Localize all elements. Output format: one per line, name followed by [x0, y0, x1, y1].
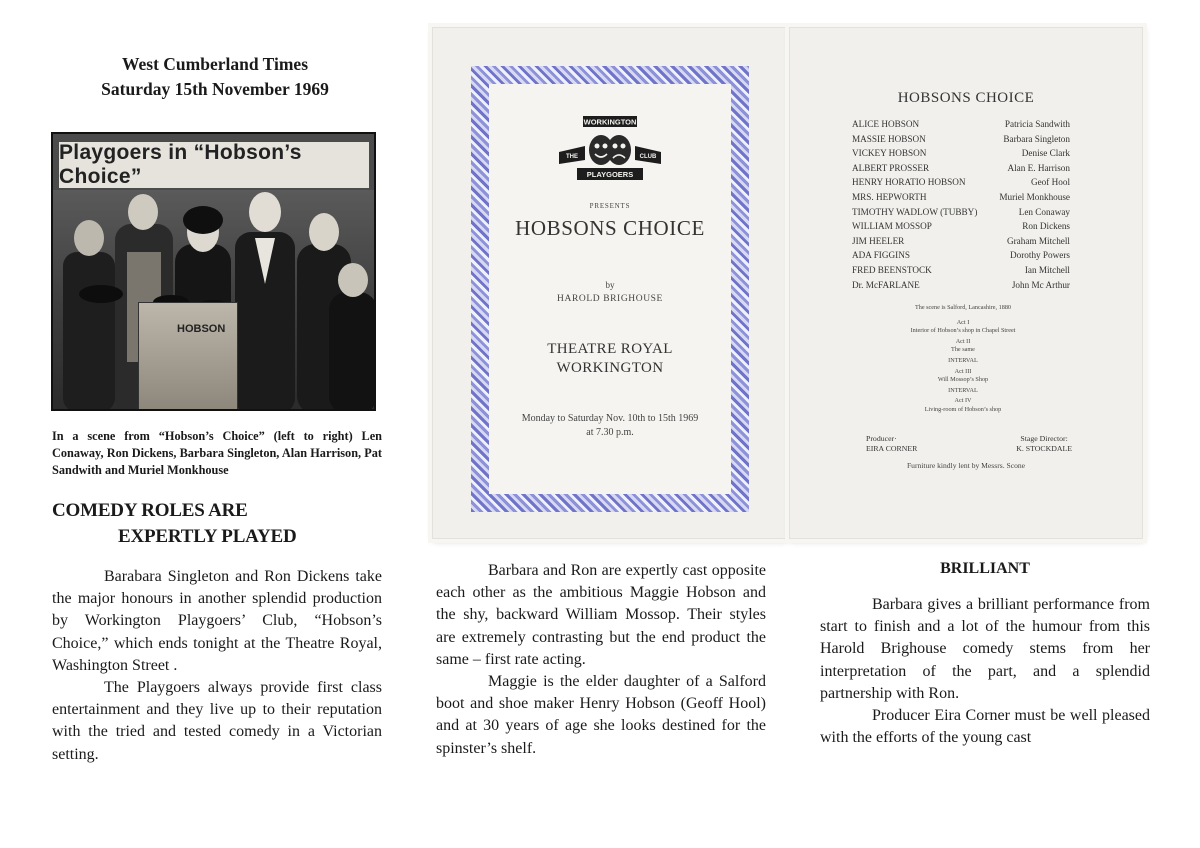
hobson-shop-crate: [138, 302, 238, 411]
scene-note: Act II: [955, 337, 971, 345]
tragedy-mask-icon: [607, 135, 631, 165]
cast-role: Dr. McFARLANE: [852, 279, 920, 290]
cast-role: ALICE HOBSON: [852, 119, 920, 129]
photo-caption: In a scene from “Hobson’s Choice” (left to right) Len Conaway, Ron Dickens, Barbara Singleton, Alan Harrison, Pat Sandwith and Muriel Monkhouse: [52, 429, 382, 477]
paragraph: Maggie is the elder daughter of a Salford boot and shoe maker Henry Hobson (Geoff Hool) and at 30 years of age she looks destined for the spinster’s shelf.: [436, 673, 766, 757]
dates-line-1: Monday to Saturday Nov. 10th to 15th 1969: [521, 413, 699, 424]
cast-page-title: HOBSONS CHOICE: [897, 90, 1035, 106]
cast-actor: Ron Dickens: [1022, 221, 1070, 232]
scene-note: Act IV: [954, 397, 972, 405]
paragraph: Barabara Singleton and Ron Dickens take the major honours in another splendid production by Workington Playgoers’ Club, “Hobson’s Choice,” which ends tonight at the Theatre Royal, Washington Street .: [52, 568, 382, 674]
cast-actor: Len Conaway: [1018, 206, 1070, 217]
photo-banner-text: Playgoers in “Hobson’s Choice”: [59, 141, 302, 188]
venue-line-2: WORKINGTON: [556, 360, 664, 376]
cast-actor: Geof Hool: [1030, 177, 1070, 188]
cast-actor: John Mc Arthur: [1011, 279, 1070, 290]
cast-actor: Dorothy Powers: [1010, 250, 1070, 261]
scene-note: Will Mossop’s Shop: [937, 376, 989, 384]
figure-left: [63, 220, 115, 411]
cast-row: [852, 263, 1070, 278]
cast-role: TIMOTHY WADLOW (TUBBY): [852, 206, 978, 217]
cast-role: FRED BEENSTOCK: [852, 264, 932, 275]
cast-actor: Alan E. Harrison: [1007, 162, 1070, 173]
cast-role: VICKEY HOBSON: [852, 148, 927, 159]
scene-note: Act III: [954, 367, 972, 375]
venue: [489, 340, 731, 378]
cast-actor: Barbara Singleton: [1003, 133, 1070, 144]
producer-name: EIRA CORNER: [866, 444, 918, 453]
producer-label: Producer·: [866, 434, 897, 443]
cast-role: ALBERT PROSSER: [852, 162, 930, 173]
scene-note: Living-room of Hobson’s shop: [924, 405, 1002, 413]
paragraph: Barbara and Ron are expertly cast opposite each other as the ambitious Maggie Hobson and the shy, backward William Mossop. Their styles are extremely contrasting but the end product the same – first rate acting.: [436, 562, 766, 668]
venue-line-1: THEATRE ROYAL: [547, 341, 673, 357]
cast-row: [852, 248, 1070, 263]
paragraph: The Playgoers always provide first class entertainment and they live up to their reputation with the tried and tested comedy in a Victorian setting.: [52, 679, 382, 763]
cast-role: WILLIAM MOSSOP: [852, 221, 932, 232]
presents-label: PRESENTS: [589, 202, 631, 210]
logo-workington: WORKINGTON: [583, 117, 637, 127]
cast-actor: Ian Mitchell: [1024, 264, 1070, 275]
newspaper-date: Saturday 15th November 1969: [101, 79, 329, 99]
crate-label: HOBSON: [177, 323, 226, 335]
programme-front-cover: [432, 27, 786, 539]
stage-director-label: Stage Director:: [1020, 434, 1068, 443]
article-column-3: [820, 594, 1150, 749]
cast-row: [852, 175, 1070, 190]
by-label: by: [605, 280, 615, 290]
cast-role: HENRY HORATIO HOBSON: [852, 177, 966, 188]
cast-photo: [51, 132, 376, 411]
scene-note: The scene is Salford, Lancashire, 1880: [914, 304, 1012, 311]
scene-notes: [850, 304, 1076, 415]
cast-row: [852, 117, 1070, 132]
article-headline: [52, 498, 382, 550]
logo-club: CLUB: [639, 154, 657, 160]
cast-row: [852, 132, 1070, 147]
production-credits: [866, 434, 1072, 454]
programme-title: HOBSONS CHOICE: [515, 216, 705, 240]
cast-list: [852, 117, 1070, 292]
producer-credit: [866, 434, 917, 454]
cast-row: [852, 234, 1070, 249]
cast-row: [852, 190, 1070, 205]
cast-role: MRS. HEPWORTH: [852, 191, 927, 202]
cast-row: [852, 219, 1070, 234]
headline-line-2: EXPERTLY PLAYED: [118, 526, 297, 547]
cast-role: JIM HEELER: [852, 235, 905, 246]
cast-row: [852, 278, 1070, 293]
programme-cast-page: [789, 27, 1143, 539]
scene-note: Act I: [956, 318, 970, 326]
cast-role: ADA FIGGINS: [852, 250, 910, 261]
cast-actor: Patricia Sandwith: [1004, 119, 1070, 129]
cast-row: [852, 146, 1070, 161]
scene-note: INTERVAL: [948, 356, 978, 364]
newspaper-name: West Cumberland Times: [121, 54, 309, 74]
scene-note: INTERVAL: [948, 386, 978, 394]
cast-actor: Muriel Monkhouse: [999, 191, 1070, 202]
scene-note: The same: [951, 346, 975, 354]
headline-line-1: COMEDY ROLES ARE: [52, 500, 248, 521]
cast-role: MASSIE HOBSON: [852, 133, 926, 144]
figure-man-center: [235, 192, 295, 411]
paragraph: Producer Eira Corner must be well pleased with the efforts of the young cast: [820, 707, 1150, 747]
article-column-1: [52, 566, 382, 766]
cast-actor: Denise Clark: [1021, 148, 1070, 159]
article-column-2: [436, 560, 766, 760]
stage-director-name: K. STOCKDALE: [1016, 444, 1072, 453]
logo-the: THE: [566, 154, 578, 160]
subheading-brilliant: BRILLIANT: [940, 560, 1030, 577]
author-name: HAROLD BRIGHOUSE: [557, 294, 663, 304]
newspaper-masthead: [60, 52, 370, 102]
logo-playgoers: PLAYGOERS: [586, 170, 634, 179]
performance-dates: [489, 412, 731, 440]
scene-note: Interior of Hobson’s shop in Chapel Street: [910, 327, 1016, 335]
dates-line-2: at 7.30 p.m.: [586, 427, 634, 438]
playgoers-club-logo: [555, 114, 665, 186]
stage-director-credit: [1016, 434, 1072, 454]
cast-row: [852, 161, 1070, 176]
decorative-border: [471, 66, 749, 512]
paragraph: Barbara gives a brilliant performance from start to finish and a lot of the humour from this Harold Brighouse comedy stems from her interpretation of the part, and a splendid partnership with Ron.: [820, 596, 1150, 702]
cast-row: [852, 205, 1070, 220]
furniture-credit: Furniture kindly lent by Messrs. Scone: [906, 461, 1026, 470]
cast-actor: Graham Mitchell: [1006, 235, 1070, 246]
